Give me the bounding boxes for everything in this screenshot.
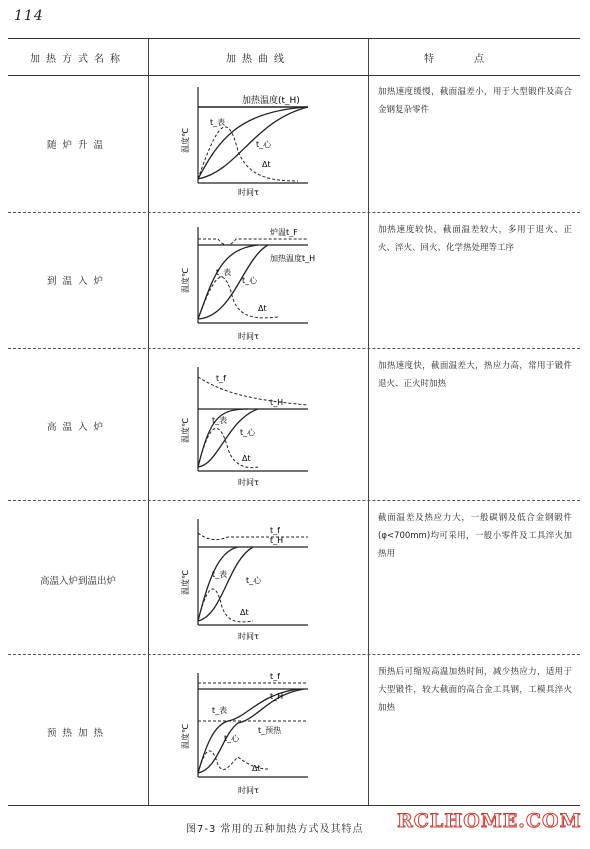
label-delta: Δt [242, 454, 251, 463]
features-text: 预热后可缩短高温加热时间，减少热应力，适用于大型锻件，较大截面的高合金工具钢，工模具淬火加热 [378, 667, 572, 713]
table-row [8, 75, 580, 213]
furnace-temperature-curve [198, 377, 308, 405]
label-surface: t_表 [212, 706, 228, 715]
label-surface: t_表 [216, 268, 232, 277]
label-temperature: 温度℃ [181, 724, 190, 749]
label-time: 时间τ [238, 632, 259, 641]
method-name: 到温入炉 [46, 276, 109, 287]
header-heating-curve: 加热曲线 [226, 53, 290, 65]
method-name: 高温入炉 [46, 422, 109, 433]
features-text: 加热速度较快，截面温差较大，多用于退火、正火、淬火、回火、化学热处理等工序 [378, 225, 572, 253]
label-heating-temp: 加热温度(t_H) [242, 96, 300, 106]
method-name: 高温入炉到温出炉 [39, 576, 116, 587]
watermark: RCLHOME.COM [397, 810, 582, 832]
label-heating-temp: t_H [270, 536, 284, 545]
furnace-temperature-curve [198, 533, 308, 540]
label-delta: Δt [258, 304, 267, 313]
table-row [8, 213, 580, 349]
core-temperature-curve [198, 689, 304, 773]
page-number: 114 [14, 8, 44, 24]
table-header [8, 39, 580, 76]
method-name: 随炉升温 [46, 140, 109, 151]
label-time: 时间τ [238, 478, 259, 487]
heating-curve-diagram [158, 665, 368, 805]
heating-curve-diagram [158, 511, 368, 653]
label-preheat: t_预热 [258, 726, 282, 735]
table-row [8, 501, 580, 655]
label-surface: t_表 [210, 118, 226, 127]
label-delta: Δt [252, 764, 261, 773]
features-text: 加热速度快，截面温差大，热应力高，常用于锻件退火、正火时加热 [378, 361, 572, 389]
label-core: t_心 [246, 576, 262, 585]
features-text: 截面温差及热应力大，一般碳钢及低合金钢锻件(φ<700mm)均可采用，一般小零件及工具淬火加热用 [378, 513, 572, 559]
label-core: t_心 [256, 140, 272, 149]
label-furnace: t_f [270, 526, 280, 535]
label-core: t_心 [242, 276, 258, 285]
table-row [8, 655, 580, 807]
heating-curve-diagram [158, 359, 368, 499]
label-temperature: 温度℃ [181, 570, 190, 595]
label-surface: t_表 [212, 570, 228, 579]
label-temperature: 温度℃ [181, 128, 190, 153]
label-surface: t_表 [212, 416, 228, 425]
label-heating-temp: 加热温度t_H [270, 254, 316, 263]
surface-temperature-curve [198, 547, 238, 621]
label-core: t_心 [224, 734, 240, 743]
heating-curve-diagram [158, 81, 368, 211]
label-heating-temp: t_H [270, 398, 284, 407]
header-method-name: 加热方式名称 [30, 53, 126, 65]
label-time: 时间τ [238, 188, 259, 197]
method-name: 预热加热 [46, 728, 109, 739]
label-temperature: 温度℃ [181, 418, 190, 443]
label-delta: Δt [240, 608, 249, 617]
label-temperature: 温度℃ [181, 268, 190, 293]
heating-methods-table [8, 38, 580, 806]
label-furnace: t_f [270, 672, 280, 681]
label-time: 时间τ [238, 786, 259, 795]
label-heating-temp: t_H [270, 692, 284, 701]
figure-caption: 图7-3 常用的五种加热方式及其特点 [186, 824, 364, 835]
table-row [8, 349, 580, 501]
furnace-temperature-line [198, 239, 308, 245]
label-delta: Δt [262, 160, 271, 169]
label-furnace: 炉温t_F [270, 228, 298, 237]
label-core: t_心 [240, 428, 256, 437]
features-text: 加热速度缓慢，截面温差小，用于大型锻件及高合金钢复杂零件 [378, 87, 572, 115]
heating-curve-diagram [158, 219, 368, 347]
label-furnace: t_f [216, 374, 226, 383]
label-time: 时间τ [238, 332, 259, 341]
surface-temperature-curve [198, 689, 298, 773]
header-features: 特点 [424, 53, 524, 65]
